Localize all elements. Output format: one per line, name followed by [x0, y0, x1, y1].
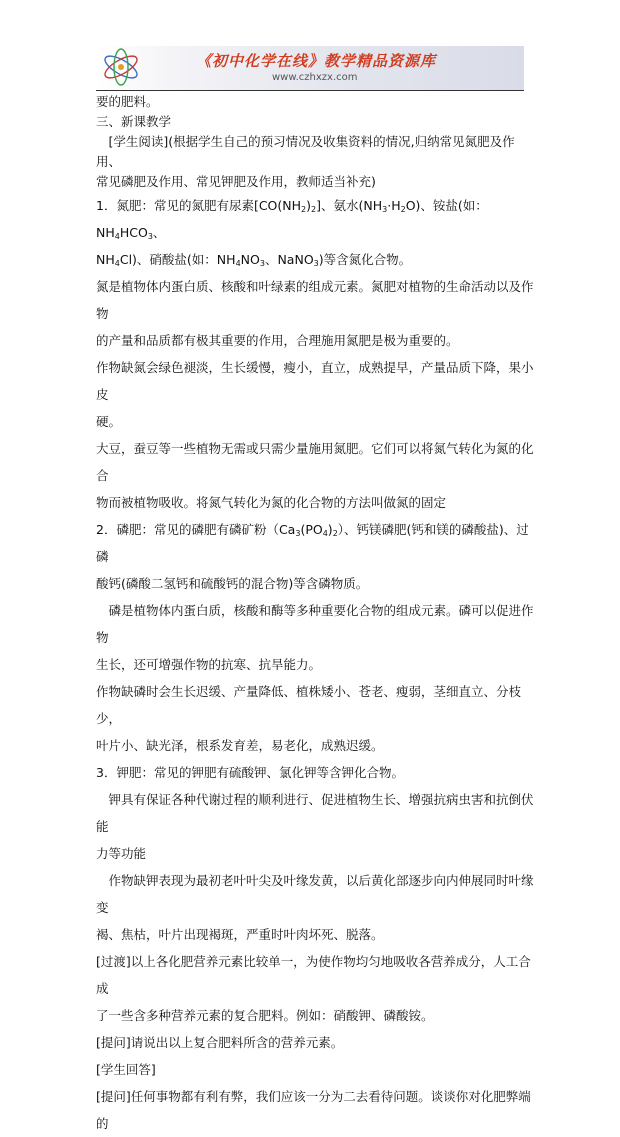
- text-line: [提问]请说出以上复合肥料所含的营养元素。: [96, 1035, 344, 1050]
- text-line: [提问]任何事物都有利有弊，我们应该一分为二去看待问题。谈谈你对化肥弊端的: [96, 1089, 531, 1131]
- text-line: 作物缺氮会绿色褪淡，生长缓慢，瘦小，直立，成熟提早，产量品质下降，果小皮: [96, 360, 534, 402]
- text-line: 常见磷肥及作用、常见钾肥及作用，教师适当补充): [96, 174, 376, 189]
- text-line: [过渡]以上各化肥营养元素比较单一，为使作物均匀地吸收各营养成分，人工合成: [96, 954, 531, 996]
- text-line: 磷是植物体内蛋白质，核酸和酶等多种重要化合物的组成元素。磷可以促进作物: [96, 603, 534, 645]
- text-line: 物而被植物吸收。将氮气转化为氮的化合物的方法叫做氮的固定: [96, 495, 447, 510]
- text-line: 褐、焦枯，叶片出现褐斑，严重时叶肉坏死、脱落。: [96, 927, 384, 942]
- text-line: 叶片小、缺光泽，根系发育差，易老化，成熟迟缓。: [96, 738, 384, 753]
- potash-fertilizer-line: 3．钾肥：常见的钾肥有硫酸钾、氯化钾等含钾化合物。: [96, 765, 404, 780]
- text-line: 酸钙(磷酸二氢钙和硫酸钙的混合物)等含磷物质。: [96, 576, 369, 591]
- text-line: 氮是植物体内蛋白质、核酸和叶绿素的组成元素。氮肥对植物的生命活动以及作物: [96, 279, 534, 321]
- site-title: 《初中化学在线》教学精品资源库: [196, 52, 437, 70]
- text-line: 生长，还可增强作物的抗寒、抗旱能力。: [96, 657, 322, 672]
- text-line: 要的肥料。: [96, 94, 159, 109]
- text-line: 了一些含多种营养元素的复合肥料。例如：硝酸钾、磷酸铵。: [96, 1008, 434, 1023]
- text-line: [学生阅读](根据学生自己的预习情况及收集资料的情况,归纳常见氮肥及作用、: [96, 134, 515, 169]
- document-body: [96, 92, 536, 1137]
- nitrogen-fertilizer-line: 1．氮肥：常见的氮肥有尿素$[CO(NH_2)_2]$、氨水$(NH_3\cdot H_2O)$、铵盐(如：$NH_4HCO_3$、: [96, 198, 488, 241]
- text-line: 大豆，蚕豆等一些植物无需或只需少量施用氮肥。它们可以将氮气转化为氮的化合: [96, 441, 534, 483]
- section-heading: 三、新课教学: [96, 114, 172, 129]
- text-line: 钾具有保证各种代谢过程的顺利进行、促进植物生长、增强抗病虫害和抗倒伏能: [96, 792, 534, 834]
- phosphate-fertilizer-line: 2．磷肥：常见的磷肥有磷矿粉$(Ca_3(PO_4)_2)$、钙镁磷肥(钙和镁的磷酸盐)、过磷: [96, 522, 529, 564]
- header-divider: [96, 90, 524, 91]
- site-url: www.czhxzx.com: [272, 72, 358, 83]
- text-line: 作物缺磷时会生长迟缓、产量降低、植株矮小、苍老、瘦弱，茎细直立、分枝少，: [96, 684, 522, 726]
- text-line: 力等功能: [96, 846, 147, 861]
- atom-logo-icon: [100, 46, 142, 88]
- text-line: 的产量和品质都有极其重要的作用，合理施用氮肥是极为重要的。: [96, 333, 459, 348]
- text-line: [学生回答]: [96, 1062, 156, 1077]
- nitrogen-fertilizer-line-cont: $NH_4Cl$)、硝酸盐(如：$NH_4NO_3$、NaNO$_3$)等含氮化合物。: [96, 252, 412, 268]
- text-line: 作物缺钾表现为最初老叶叶尖及叶缘发黄，以后黄化部逐步向内伸展同时叶缘变: [96, 873, 534, 915]
- text-line: 硬。: [96, 414, 122, 429]
